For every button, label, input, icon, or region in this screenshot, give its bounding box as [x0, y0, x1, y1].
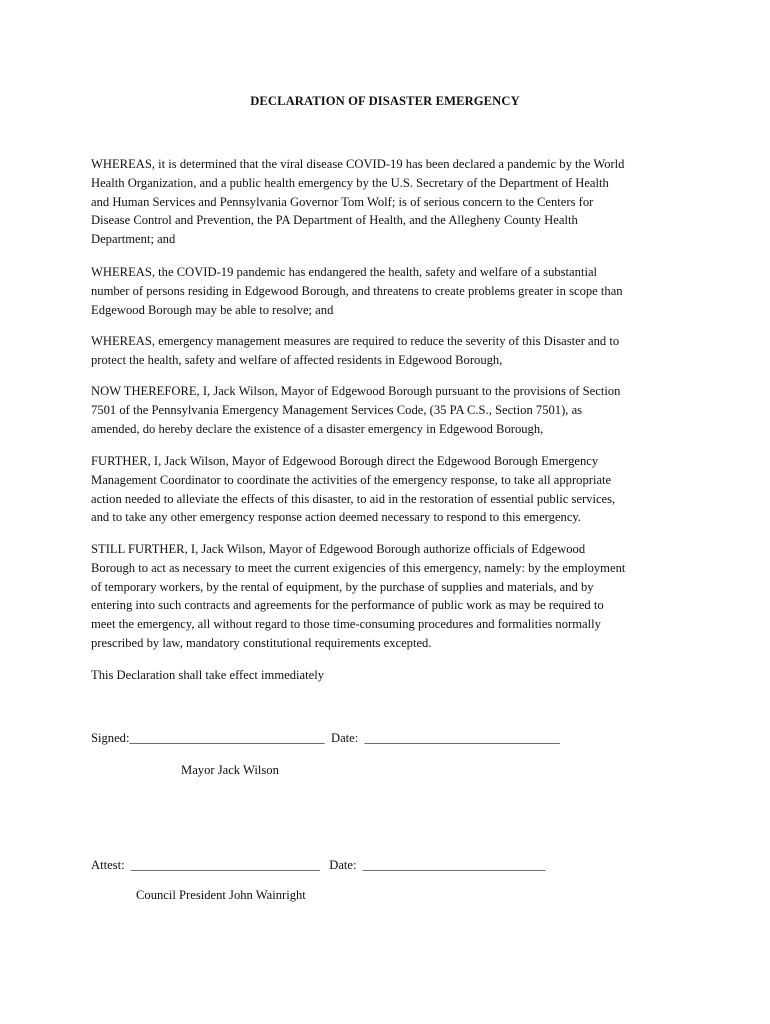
paragraph-line: protect the health, safety and welfare of affected residents in Edgewood Borough,: [91, 352, 503, 367]
paragraph-line: action needed to alleviate the effects of this disaster, to aid in the restoration of essential public services,: [91, 491, 616, 506]
paragraph-line: WHEREAS, emergency management measures are required to reduce the severity of this Disaster and to: [91, 334, 620, 348]
paragraph-line: Edgewood Borough may be able to resolve; and: [91, 302, 334, 317]
paragraph-whereas-2: [91, 263, 691, 319]
paragraph-line: meet the emergency, all without regard to those time-consuming procedures and formalities normally: [91, 617, 601, 632]
paragraph-line: WHEREAS, it is determined that the viral disease COVID-19 has been declared a pandemic by the World: [91, 157, 625, 171]
document-title: DECLARATION OF DISASTER EMERGENCY: [250, 94, 520, 108]
paragraph-still-further: [91, 540, 691, 653]
paragraph-now-therefore: [91, 382, 691, 438]
paragraph-line: Health Organization, and a public health emergency by the U.S. Secretary of the Department of Health: [91, 175, 609, 190]
paragraph-line: WHEREAS, the COVID-19 pandemic has endangered the health, safety and welfare of a substantial: [91, 265, 598, 279]
paragraph-whereas-1: [91, 155, 691, 249]
paragraph-line: and Human Services and Pennsylvania Governor Tom Wolf; is of serious concern to the Centers for: [91, 194, 594, 209]
paragraph-line: Management Coordinator to coordinate the activities of the emergency response, to take all appropriate: [91, 472, 612, 487]
paragraph-line: Disease Control and Prevention, the PA Department of Health, and the Allegheny County Health: [91, 213, 578, 228]
paragraph-line: of temporary workers, by the rental of equipment, by the purchase of supplies and materials, and by: [91, 579, 594, 594]
paragraph-line: FURTHER, I, Jack Wilson, Mayor of Edgewood Borough direct the Edgewood Borough Emergency: [91, 454, 599, 468]
paragraph-effective: [91, 666, 691, 685]
paragraph-line: NOW THEREFORE, I, Jack Wilson, Mayor of Edgewood Borough pursuant to the provisions of Section: [91, 384, 621, 398]
paragraph-line: STILL FURTHER, I, Jack Wilson, Mayor of Edgewood Borough authorize officials of Edgewood: [91, 542, 586, 556]
signed-date-line: Signed:_______________________________ Date: _______________________________: [91, 731, 560, 745]
paragraph-whereas-3: [91, 332, 691, 370]
paragraph-line: This Declaration shall take effect immediately: [91, 668, 325, 682]
attester-name: Council President John Wainright: [136, 888, 306, 902]
attest-date-line: Attest: ______________________________ Date: _____________________________: [91, 858, 546, 872]
paragraph-line: entering into such contracts and agreements for the performance of public work as may be required to: [91, 598, 604, 613]
paragraph-line: Department; and: [91, 232, 176, 247]
paragraph-line: prescribed by law, mandatory constitutional requirements excepted.: [91, 635, 432, 650]
paragraph-line: Borough to act as necessary to meet the current exigencies of this emergency, namely: by the employment: [91, 560, 626, 575]
paragraph-line: number of persons residing in Edgewood Borough, and threatens to create problems greater in scope than: [91, 283, 623, 298]
paragraph-line: amended, do hereby declare the existence of a disaster emergency in Edgewood Borough,: [91, 421, 544, 436]
paragraph-further: [91, 452, 691, 527]
paragraph-line: 7501 of the Pennsylvania Emergency Management Services Code, (35 PA C.S., Section 7501), as: [91, 402, 583, 417]
paragraph-line: and to take any other emergency response action deemed necessary to respond to this emergency.: [91, 510, 582, 525]
signer-name: Mayor Jack Wilson: [181, 763, 279, 777]
